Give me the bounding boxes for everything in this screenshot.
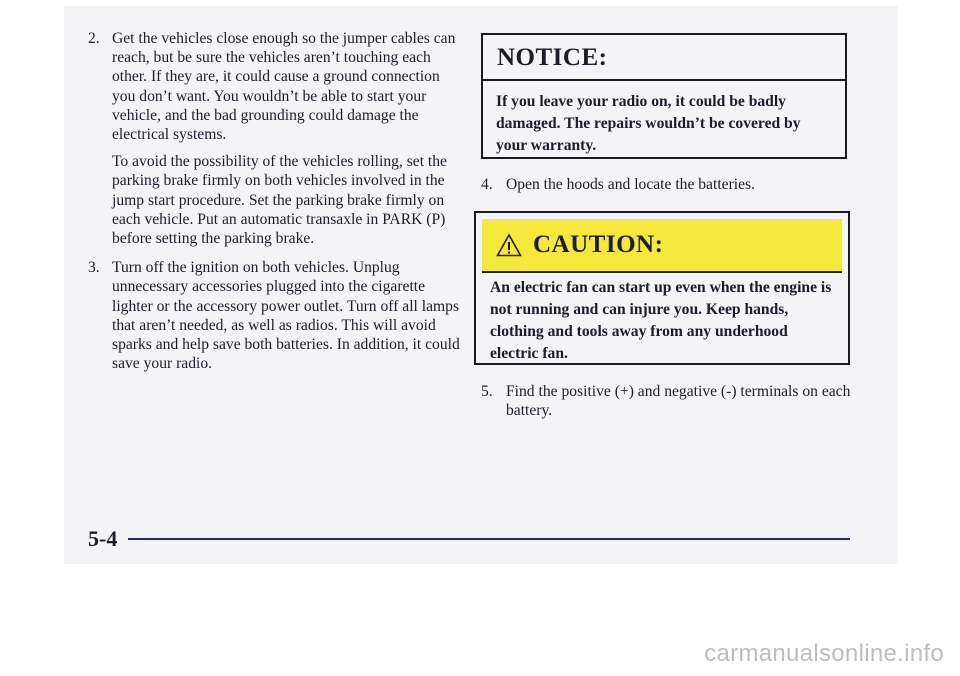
notice-title: NOTICE:	[483, 35, 845, 81]
step-paragraph: Get the vehicles close enough so the jumper cables can reach, but be sure the vehicles aren’t touching each other. If they are, it could cause a ground connection you don’t want. You wouldn’t be able to start your vehicle, and the bad grounding could damage the electrical systems.	[112, 30, 456, 144]
page-number: 5-4	[88, 526, 118, 551]
left-column	[88, 29, 460, 373]
watermark: carmanualsonline.info	[704, 640, 944, 667]
caution-header	[482, 219, 842, 273]
caution-title: CAUTION:	[533, 231, 664, 258]
step-2	[88, 29, 460, 248]
step-number: 3.	[88, 259, 100, 277]
step-text: Open the hoods and locate the batteries.	[506, 176, 755, 193]
step-text: Find the positive (+) and negative (-) terminals on each battery.	[506, 383, 851, 420]
step-paragraph: Turn off the ignition on both vehicles. Unplug unnecessary accessories plugged into the cigarette lighter or the accessory power outlet. Turn off all lamps that aren’t needed, as well as radios. This will avoid sparks and help save both batteries. In addition, it could save your radio.	[112, 259, 460, 373]
step-3	[88, 258, 460, 373]
step-4	[481, 175, 861, 194]
notice-text: If you leave your radio on, it could be badly damaged. The repairs wouldn’t be covered by your warranty.	[496, 93, 801, 154]
caution-box	[474, 211, 850, 365]
step-paragraph: To avoid the possibility of the vehicles rolling, set the parking brake firmly on both vehicles involved in the jump start procedure. Set the parking brake firmly on each vehicle. Put an automatic transaxle in PARK (P) before setting the parking brake.	[112, 153, 447, 248]
notice-box	[481, 33, 847, 159]
step-5	[481, 382, 861, 420]
warning-triangle-icon	[496, 233, 522, 257]
footer-rule	[128, 538, 850, 540]
step-number: 4.	[481, 176, 493, 193]
step-number: 2.	[88, 30, 100, 47]
step-number: 5.	[481, 383, 493, 400]
caution-text: An electric fan can start up even when the engine is not running and can injure you. Keep hands, clothing and tools away from any underhood electric fan.	[490, 279, 832, 362]
